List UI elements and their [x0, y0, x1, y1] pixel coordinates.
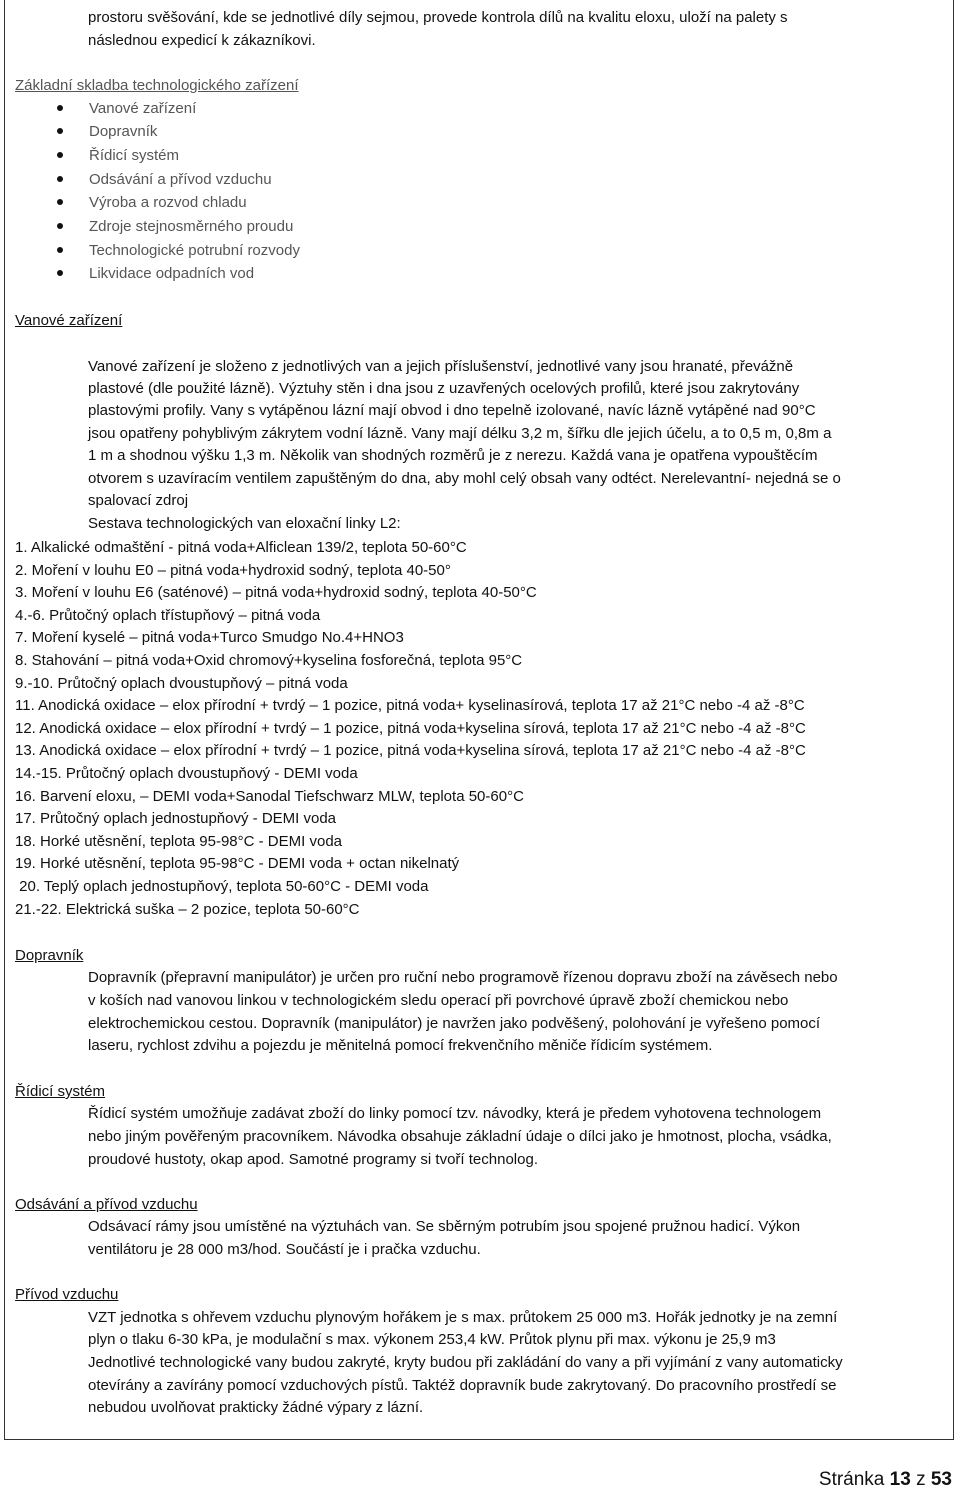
- bath-item: 17. Průtočný oplach jednostupňový - DEMI voda: [15, 810, 337, 827]
- section-heading-ridici: Řídicí systém: [15, 1083, 106, 1100]
- bullet-icon: [57, 223, 63, 229]
- paragraph-line: v koších nad vanovou linkou v technologickém sledu operací při povrchové úpravě zboží chemickou nebo: [88, 992, 789, 1009]
- paragraph-line: nebo jiným pověřeným pracovníkem. Návodka obsahuje základní údaje o dílci jako je hmotnost, plocha, vsádka,: [88, 1128, 832, 1145]
- bath-item: 12. Anodická oxidace – elox přírodní + tvrdý – 1 pozice, pitná voda+kyselina sírová, teplota 17 až 21°C nebo -4 až -8°C: [15, 720, 806, 737]
- bath-item: 19. Horké utěsnění, teplota 95-98°C - DEMI voda + octan nikelnatý: [15, 855, 460, 872]
- composition-item: Technologické potrubní rozvody: [89, 242, 300, 259]
- bath-item: 1. Alkalické odmaštění - pitná voda+Alficlean 139/2, teplota 50-60°C: [15, 539, 467, 556]
- intro-line: prostoru svěšování, kde se jednotlivé díly sejmou, provede kontrola dílů na kvalitu eloxu, uloží na palety s: [88, 9, 788, 26]
- paragraph-line: laseru, rychlost zdvihu a pojezdu je měnitelná pomocí frekvenčního měniče řídicím systémem.: [88, 1037, 713, 1054]
- bath-item: 13. Anodická oxidace – elox přírodní + tvrdý – 1 pozice, pitná voda+kyselina sírová, teplota 17 až 21°C nebo -4 až -8°C: [15, 742, 806, 759]
- composition-item: Likvidace odpadních vod: [89, 265, 255, 282]
- bath-item: 20. Teplý oplach jednostupňový, teplota 50-60°C - DEMI voda: [15, 878, 429, 895]
- page-separator: z: [916, 1469, 926, 1490]
- paragraph-line: Dopravník (přepravní manipulátor) je určen pro ruční nebo programově řízenou dopravu zboží na závěsech nebo: [88, 969, 838, 986]
- bullet-icon: [57, 105, 63, 111]
- bullet-icon: [57, 176, 63, 182]
- paragraph-line: Odsávací rámy jsou umístěné na výztuhách van. Se sběrným potrubím jsou spojené pružnou hadicí. Výkon: [88, 1218, 801, 1235]
- composition-heading: Základní skladba technologického zařízení: [15, 77, 299, 94]
- bath-item: 2. Moření v louhu E0 – pitná voda+hydroxid sodný, teplota 40-50°: [15, 562, 451, 579]
- bath-item: 8. Stahování – pitná voda+Oxid chromový+kyselina fosforečná, teplota 95°C: [15, 652, 523, 669]
- total-pages: 53: [930, 1469, 952, 1490]
- bullet-icon: [57, 270, 63, 276]
- paragraph-line: Vanové zařízení je složeno z jednotlivých van a jejich příslušenství, jednotlivé vany jsou hranaté, převážně: [88, 358, 794, 375]
- composition-item: Zdroje stejnosměrného proudu: [89, 218, 294, 235]
- paragraph-line: Jednotlivé technologické vany budou zakryté, kryty budou při zakládání do vany a při vyjímání z vany automaticky: [88, 1354, 843, 1371]
- paragraph-line: otevírány a zavírány pomocí vzduchových pístů. Taktéž dopravník bude zakrytovaný. Do pracovního prostředí se: [88, 1377, 837, 1394]
- bath-list-heading: Sestava technologických van eloxační linky L2:: [88, 515, 401, 532]
- bath-item: 21.-22. Elektrická suška – 2 pozice, teplota 50-60°C: [15, 901, 360, 918]
- paragraph-line: plastové (dle použité lázně). Výztuhy stěn i dna jsou z uzavřených ocelových profilů, které jsou zakrytovány: [88, 380, 800, 397]
- composition-item: Řídicí systém: [89, 147, 180, 164]
- bath-item: 9.-10. Průtočný oplach dvoustupňový – pitná voda: [15, 675, 348, 692]
- paragraph-line: otvorem s uzavíracím ventilem zapuštěným do dna, aby mohl celý obsah vany odtéct. Nerelevantní- nejedná se o: [88, 470, 841, 487]
- section-heading-dopravnik: Dopravník: [15, 947, 84, 964]
- current-page: 13: [889, 1469, 911, 1490]
- page-number: [819, 1467, 952, 1493]
- composition-item: Výroba a rozvod chladu: [89, 194, 247, 211]
- bath-item: 18. Horké utěsnění, teplota 95-98°C - DEMI voda: [15, 833, 343, 850]
- section-heading-privod: Přívod vzduchu: [15, 1286, 119, 1303]
- bath-item: 4.-6. Průtočný oplach třístupňový – pitná voda: [15, 607, 321, 624]
- paragraph-line: nebudou uvolňovat prakticky žádné výpary z lázní.: [88, 1399, 424, 1416]
- paragraph-line: Řídicí systém umožňuje zadávat zboží do linky pomocí tzv. návodky, která je předem vyhotovena technologem: [88, 1105, 822, 1122]
- composition-item: Dopravník: [89, 123, 158, 140]
- bath-item: 11. Anodická oxidace – elox přírodní + tvrdý – 1 pozice, pitná voda+ kyselinasírová, teplota 17 až 21°C nebo -4 až -8°C: [15, 697, 805, 714]
- page-label: Stránka: [818, 1469, 885, 1490]
- paragraph-line: jsou opatřeny pohyblivým zákrytem vodní lázně. Vany mají délku 3,2 m, šířku dle jejich účelu, a to 0,5 m, 0,8m a: [88, 425, 832, 442]
- intro-line: následnou expedicí k zákazníkovi.: [88, 32, 316, 49]
- paragraph-line: proudové hustoty, okap apod. Samotné programy si tvoří technolog.: [88, 1151, 538, 1168]
- bullet-icon: [57, 247, 63, 253]
- bullet-icon: [57, 199, 63, 205]
- paragraph-line: ventilátoru je 28 000 m3/hod. Součástí je i pračka vzduchu.: [88, 1241, 481, 1258]
- bullet-icon: [57, 128, 63, 134]
- paragraph-line: 1 m a shodnou výšku 1,3 m. Několik van shodných rozměrů je z nerezu. Každá vana je opatřena vypouštěcím: [88, 447, 818, 464]
- paragraph-line: elektrochemickou cestou. Dopravník (manipulátor) je navržen jako podvěšený, polohování je vyřešeno pomocí: [88, 1015, 821, 1032]
- bath-item: 14.-15. Průtočný oplach dvoustupňový - DEMI voda: [15, 765, 358, 782]
- bath-item: 7. Moření kyselé – pitná voda+Turco Smudgo No.4+HNO3: [15, 629, 404, 646]
- section-heading-vanove: Vanové zařízení: [15, 312, 123, 329]
- paragraph-line: VZT jednotka s ohřevem vzduchu plynovým hořákem je s max. průtokem 25 000 m3. Hořák jednotky je na zemní: [88, 1309, 838, 1326]
- bath-item: 3. Moření v louhu E6 (saténové) – pitná voda+hydroxid sodný, teplota 40-50°C: [15, 584, 537, 601]
- section-heading-odsavani: Odsávání a přívod vzduchu: [15, 1196, 198, 1213]
- bullet-icon: [57, 152, 63, 158]
- paragraph-line: plyn o tlaku 6-30 kPa, je modulační s max. výkonem 253,4 kW. Průtok plynu při max. výkonu je 25,9 m3: [88, 1331, 776, 1348]
- paragraph-line: spalovací zdroj: [88, 492, 189, 509]
- composition-item: Odsávání a přívod vzduchu: [89, 171, 272, 188]
- composition-item: Vanové zařízení: [89, 100, 197, 117]
- paragraph-line: plastovými profily. Vany s vytápěnou lázní mají obvod i dno tepelně izolované, navíc lázně vytápěné nad 90°C: [88, 402, 816, 419]
- bath-item: 16. Barvení eloxu, – DEMI voda+Sanodal Tiefschwarz MLW, teplota 50-60°C: [15, 788, 524, 805]
